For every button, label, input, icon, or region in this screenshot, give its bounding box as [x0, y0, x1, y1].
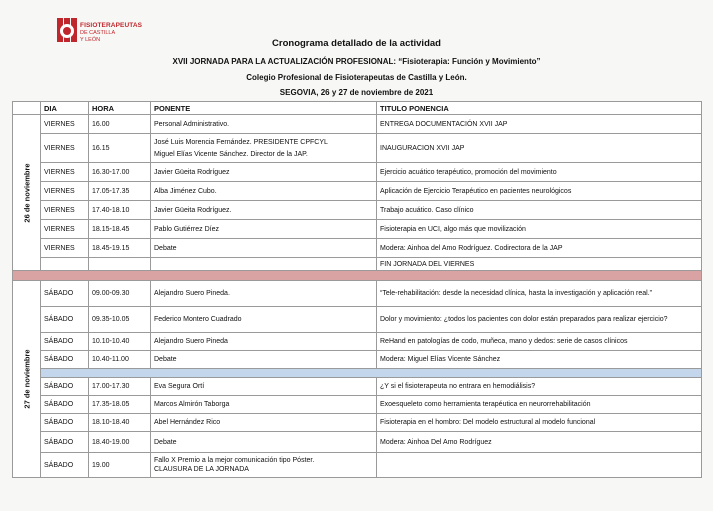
cell-titulo: ENTREGA DOCUMENTACIÓN XVII JAP [377, 115, 702, 134]
table-row [13, 115, 702, 134]
cell-hora: 17.40-18.10 [89, 201, 151, 220]
event-subtitle: XVII JORNADA PARA LA ACTUALIZACIÓN PROFESIONAL: “Fisioterapia: Función y Movimiento” [172, 57, 541, 66]
table-row [13, 201, 702, 220]
cell-dia: SÁBADO [41, 414, 89, 432]
day-label-27: 27 de noviembre [13, 281, 41, 478]
header-ponente: PONENTE [151, 102, 377, 115]
cell-titulo: Dolor y movimiento: ¿todos los pacientes con dolor están preparados para realizar ejercicio? [377, 307, 702, 333]
header-blank [13, 102, 41, 115]
location-date: SEGOVIA, 26 y 27 de noviembre de 2021 [279, 88, 434, 97]
cell-titulo: Exoesqueleto como herramienta terapéutica en neurorrehabilitación [377, 396, 702, 414]
table-row [13, 333, 702, 351]
cell-titulo: FIN JORNADA DEL VIERNES [377, 258, 702, 271]
cell-hora: 18.40-19.00 [89, 432, 151, 453]
cell-dia: VIERNES [41, 182, 89, 201]
cell-titulo: ReHand en patologías de codo, muñeca, mano y dedos: serie de casos clínicos [377, 333, 702, 351]
cell-titulo: ¿Y si el fisioterapeuta no entrara en hemodiálisis? [377, 378, 702, 396]
ponente-line-1: José Luis Morencia Fernández. PRESIDENTE CPFCYL [154, 138, 328, 146]
table-row [13, 220, 702, 239]
cell-dia: SÁBADO [41, 281, 89, 307]
cell-ponente: Javier Güeita Rodríguez. [151, 201, 377, 220]
cell-dia [41, 258, 89, 271]
cell-hora [89, 258, 151, 271]
table-row [13, 182, 702, 201]
closing-line-1: Fallo X Premio a la mejor comunicación tipo Póster. [154, 457, 315, 464]
cell-titulo: Trabajo acuático. Caso clínico [377, 201, 702, 220]
cell-dia: SÁBADO [41, 453, 89, 478]
table-row [13, 432, 702, 453]
cell-hora: 10.10-10.40 [89, 333, 151, 351]
table-row [13, 453, 702, 478]
cell-hora: 18.10-18.40 [89, 414, 151, 432]
cell-ponente [151, 258, 377, 271]
day-label-26: 26 de noviembre [13, 115, 41, 271]
cell-dia: VIERNES [41, 115, 89, 134]
cell-titulo [377, 453, 702, 478]
cell-dia: SÁBADO [41, 307, 89, 333]
cell-dia: SÁBADO [41, 333, 89, 351]
closing-line-2: CLAUSURA DE LA JORNADA [154, 466, 249, 473]
cell-ponente: Alejandro Suero Pineda [151, 333, 377, 351]
cell-ponente: Federico Montero Cuadrado [151, 307, 377, 333]
cell-hora: 16.00 [89, 115, 151, 134]
table-row [13, 258, 702, 271]
break-separator [13, 369, 702, 378]
cell-hora: 17.00-17.30 [89, 378, 151, 396]
cell-dia: VIERNES [41, 220, 89, 239]
cell-ponente: Abel Hernández Rico [151, 414, 377, 432]
cell-dia: SÁBADO [41, 351, 89, 369]
table-row [13, 396, 702, 414]
header-dia: DIA [41, 102, 89, 115]
cell-titulo: Aplicación de Ejercicio Terapéutico en pacientes neurológicos [377, 182, 702, 201]
table-row [13, 414, 702, 432]
cell-ponente [151, 453, 377, 478]
table-header [13, 102, 702, 115]
cell-dia: SÁBADO [41, 396, 89, 414]
table-row [13, 281, 702, 307]
cell-titulo: Fisioterapia en el hombro: Del modelo estructural al modelo funcional [377, 414, 702, 432]
cell-hora: 10.40-11.00 [89, 351, 151, 369]
cell-hora: 19.00 [89, 453, 151, 478]
page-title: Cronograma detallado de la actividad [272, 38, 441, 49]
schedule-table [12, 101, 702, 478]
table-row [13, 307, 702, 333]
table-row [13, 239, 702, 258]
logo-text-1: FISIOTERAPEUTAS [80, 22, 143, 29]
cell-titulo: INAUGURACION XVII JAP [377, 134, 702, 163]
cell-hora: 09.35-10.05 [89, 307, 151, 333]
day-separator [13, 271, 702, 281]
cell-ponente: Debate [151, 432, 377, 453]
logo-text-2: DE CASTILLA [80, 30, 116, 36]
table-row [13, 163, 702, 182]
cell-titulo: Modera: Ainhoa del Amo Rodríguez. Codirectora de la JAP [377, 239, 702, 258]
cell-hora: 17.35-18.05 [89, 396, 151, 414]
cell-titulo: “Tele-rehabilitación: desde la necesidad clínica, hasta la investigación y aplicación real.” [377, 281, 702, 307]
cell-ponente: Pablo Gutiérrez Díez [151, 220, 377, 239]
header-hora: HORA [89, 102, 151, 115]
cell-hora: 18.45-19.15 [89, 239, 151, 258]
cell-ponente [151, 134, 377, 163]
cell-hora: 18.15-18.45 [89, 220, 151, 239]
table-row [13, 378, 702, 396]
cell-ponente: Eva Segura Ortí [151, 378, 377, 396]
cell-ponente: Debate [151, 239, 377, 258]
cell-titulo: Modera: Ainhoa Del Amo Rodríguez [377, 432, 702, 453]
cell-dia: SÁBADO [41, 432, 89, 453]
cell-titulo: Ejercicio acuático terapéutico, promoción del movimiento [377, 163, 702, 182]
cell-ponente: Marcos Almirón Taborga [151, 396, 377, 414]
cell-dia: VIERNES [41, 134, 89, 163]
table-row [13, 134, 702, 163]
cell-dia: SÁBADO [41, 378, 89, 396]
cell-dia: VIERNES [41, 239, 89, 258]
header-titulo: TITULO PONENCIA [377, 102, 702, 115]
cell-ponente: Personal Administrativo. [151, 115, 377, 134]
cell-hora: 09.00-09.30 [89, 281, 151, 307]
cell-ponente: Alba Jiménez Cubo. [151, 182, 377, 201]
cell-ponente: Javier Güeita Rodríguez [151, 163, 377, 182]
cell-titulo: Fisioterapia en UCI, algo más que movilización [377, 220, 702, 239]
cell-ponente: Alejandro Suero Pineda. [151, 281, 377, 307]
logo-text-3: Y LEÓN [80, 37, 101, 43]
cell-dia: VIERNES [41, 163, 89, 182]
cell-dia: VIERNES [41, 201, 89, 220]
cell-hora: 17.05-17.35 [89, 182, 151, 201]
cell-ponente: Debate [151, 351, 377, 369]
cell-titulo: Modera: Miguel Elías Vicente Sánchez [377, 351, 702, 369]
organizer: Colegio Profesional de Fisioterapeutas de Castilla y León. [246, 73, 467, 82]
table-row [13, 351, 702, 369]
cell-hora: 16.15 [89, 134, 151, 163]
ponente-line-2: Miguel Elías Vicente Sánchez. Director de la JAP. [154, 150, 308, 158]
cell-hora: 16.30-17.00 [89, 163, 151, 182]
